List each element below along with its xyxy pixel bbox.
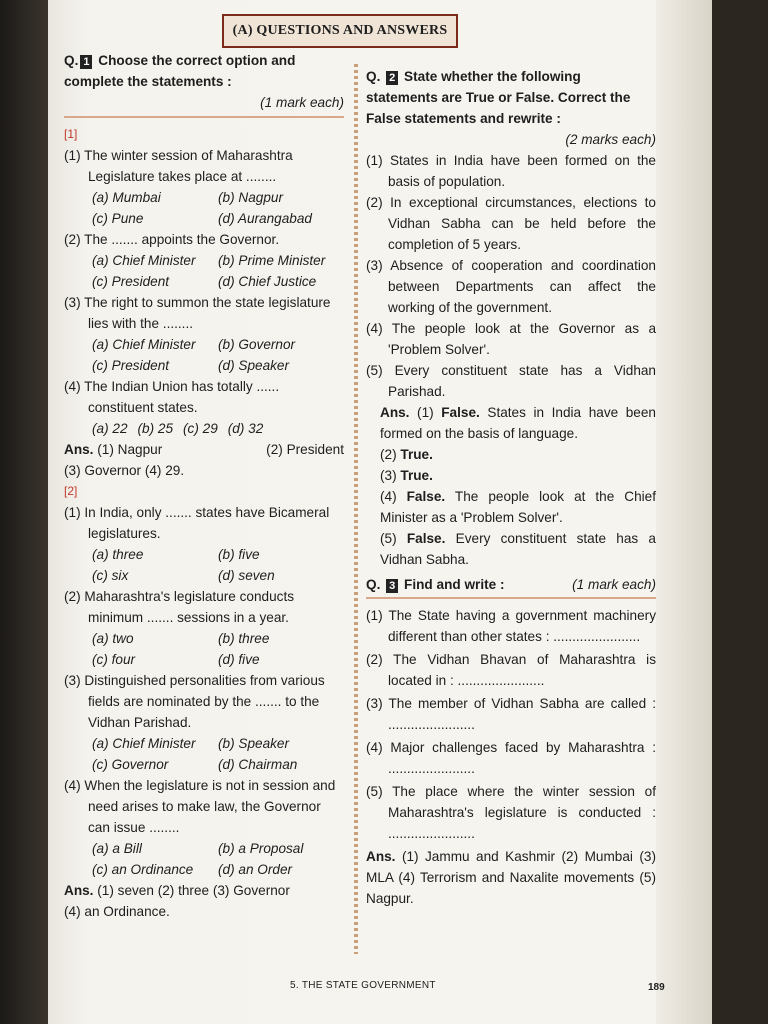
answer-text: The people look at the Chief Minister as a 'Problem Solver'. <box>380 489 657 525</box>
option: (c) President <box>92 358 170 373</box>
statement-number: (4) <box>366 321 383 336</box>
separator <box>64 116 344 118</box>
answer-verdict: False. <box>406 489 446 504</box>
answer-verdict: False. <box>441 405 480 420</box>
option: (b) three <box>218 631 270 646</box>
set1-answer-cont: (3) Governor (4) 29. <box>64 463 185 478</box>
options-list <box>64 733 344 775</box>
find-text: The State having a government machinery different than other states : ....................... <box>388 608 656 644</box>
set1-tag: [1] <box>64 127 78 141</box>
options-list <box>64 418 344 439</box>
find-item <box>366 649 656 691</box>
find-item <box>366 693 656 735</box>
question-text: Maharashtra's legislature conducts minimum ....... sessions in a year. <box>84 589 295 625</box>
answer-number: (1) <box>417 405 434 420</box>
option: (c) Governor <box>92 757 169 772</box>
question-number: (1) <box>64 505 81 520</box>
option: (a) Chief Minister <box>92 253 196 268</box>
answer-label: Ans. <box>380 405 410 420</box>
statement-text: States in India have been formed on the basis of population. <box>388 153 656 189</box>
option: (c) President <box>92 274 170 289</box>
question-text: In India, only ....... states have Bicameral legislatures. <box>84 505 330 541</box>
question-number: (3) <box>64 295 81 310</box>
option: (b) Prime Minister <box>218 253 326 268</box>
set2-answer-cont: (4) an Ordinance. <box>64 904 170 919</box>
question-item <box>64 670 344 733</box>
option: (a) Chief Minister <box>92 736 196 751</box>
options-list <box>64 187 344 229</box>
option: (b) Governor <box>218 337 296 352</box>
statement-number: (3) <box>366 258 383 273</box>
question-number: (1) <box>64 148 81 163</box>
question-item <box>64 292 344 334</box>
option: (b) a Proposal <box>218 841 304 856</box>
question-text: When the legislature is not in session and need arises to make law, the Governor can issue ........ <box>84 778 336 835</box>
option: (b) Nagpur <box>218 190 283 205</box>
set2-answer: Ans. (1) seven (2) three (3) Governor <box>64 883 290 898</box>
find-number: (5) <box>366 784 383 799</box>
answer-item <box>366 444 656 465</box>
find-text: The member of Vidhan Sabha are called : ....................... <box>388 696 656 732</box>
answer-item <box>366 486 656 528</box>
column-divider <box>354 64 358 954</box>
set2-list <box>64 502 344 880</box>
option: (d) five <box>218 652 260 667</box>
statement-text: In exceptional circumstances, elections to Vidhan Sabha can be held before the completion of 5 years. <box>388 195 656 252</box>
page-number: 189 <box>648 982 665 993</box>
statement-item <box>366 255 656 318</box>
q3-heading: Q. 3 Find and write : (1 mark each) <box>366 574 656 599</box>
option: (d) seven <box>218 568 275 583</box>
option: (a) 22 <box>92 421 128 436</box>
set2-tag: [2] <box>64 484 78 498</box>
q3-answer: Ans. (1) Jammu and Kashmir (2) Mumbai (3) MLA (4) Terrorism and Naxalite movements (5) Nagpur. <box>366 849 656 906</box>
question-text: The winter session of Maharashtra Legislature takes place at ........ <box>84 148 293 184</box>
find-text: The Vidhan Bhavan of Maharashtra is located in : ....................... <box>388 652 656 688</box>
option: (c) 29 <box>183 421 218 436</box>
q2-list <box>366 150 656 402</box>
statement-number: (5) <box>366 363 383 378</box>
option: (d) Chief Justice <box>218 274 317 289</box>
answer-verdict: True. <box>400 468 433 483</box>
statement-item <box>366 192 656 255</box>
statement-text: The people look at the Governor as a 'Problem Solver'. <box>388 321 657 357</box>
question-item <box>64 775 344 838</box>
find-item <box>366 605 656 647</box>
answer-number: (5) <box>380 531 397 546</box>
option: (d) Speaker <box>218 358 290 373</box>
answer-verdict: True. <box>400 447 433 462</box>
question-text: The Indian Union has totally ...... constituent states. <box>84 379 280 415</box>
question-number: (4) <box>64 379 81 394</box>
find-number: (1) <box>366 608 383 623</box>
question-item <box>64 502 344 544</box>
answer-verdict: False. <box>406 531 446 546</box>
find-item <box>366 781 656 844</box>
find-number: (2) <box>366 652 383 667</box>
option: (a) Mumbai <box>92 190 161 205</box>
answer-text: Every constituent state has a Vidhan Sabha. <box>380 531 656 567</box>
find-text: Major challenges faced by Maharashtra : ....................... <box>388 740 656 776</box>
answer-item <box>366 402 656 444</box>
option: (c) an Ordinance <box>92 862 194 877</box>
statement-item <box>366 150 656 192</box>
answer-number: (3) <box>380 468 397 483</box>
option: (d) an Order <box>218 862 293 877</box>
section-title: (A) QUESTIONS AND ANSWERS <box>222 14 458 48</box>
q2-heading: Q. 2 State whether the following statements are True or False. Correct the False statements and rewrite : <box>366 69 631 126</box>
question-item <box>64 376 344 418</box>
options-list <box>64 628 344 670</box>
chapter-footer: 5. THE STATE GOVERNMENT <box>290 980 436 991</box>
question-number: (3) <box>64 673 81 688</box>
question-item <box>64 586 344 628</box>
statement-item <box>366 318 656 360</box>
option: (a) a Bill <box>92 841 142 856</box>
book-spine <box>0 0 48 1024</box>
question-text: Distinguished personalities from various fields are nominated by the ....... to the Vidhan Parishad. <box>84 673 325 730</box>
right-column <box>366 66 656 909</box>
question-text: The ....... appoints the Governor. <box>84 232 280 247</box>
option: (c) Pune <box>92 211 144 226</box>
question-number: (2) <box>64 589 81 604</box>
find-number: (4) <box>366 740 383 755</box>
option: (b) Speaker <box>218 736 290 751</box>
statement-text: Absence of cooperation and coordination between Departments can affect the working of the government. <box>388 258 656 315</box>
answer-item <box>366 465 656 486</box>
option: (d) Aurangabad <box>218 211 312 226</box>
question-item <box>64 229 344 250</box>
q1-marks: (1 mark each) <box>260 95 344 110</box>
q2-marks: (2 marks each) <box>565 132 656 147</box>
option: (a) two <box>92 631 134 646</box>
question-number: (2) <box>64 232 81 247</box>
options-list <box>64 838 344 880</box>
find-number: (3) <box>366 696 383 711</box>
answer-number: (2) <box>380 447 397 462</box>
q3-list <box>366 605 656 844</box>
answer-item <box>366 528 656 570</box>
option: (a) three <box>92 547 144 562</box>
q1-heading: Q. 1 Choose the correct option and complete the statements : <box>64 53 296 89</box>
option: (d) Chairman <box>218 757 298 772</box>
option: (b) five <box>218 547 260 562</box>
q1-number: 1 <box>80 55 92 69</box>
find-item <box>366 737 656 779</box>
question-text: The right to summon the state legislature lies with the ........ <box>84 295 331 331</box>
question-item <box>64 145 344 187</box>
statement-number: (1) <box>366 153 383 168</box>
option: (d) 32 <box>227 421 264 436</box>
q2-answers <box>366 402 656 570</box>
left-column <box>64 50 344 922</box>
statement-text: Every constituent state has a Vidhan Parishad. <box>388 363 656 399</box>
options-list <box>64 250 344 292</box>
answer-text: States in India have been formed on the basis of language. <box>380 405 656 441</box>
question-number: (4) <box>64 778 81 793</box>
option: (a) Chief Minister <box>92 337 196 352</box>
set1-answer: Ans. (1) Nagpur (2) President <box>64 442 344 457</box>
statement-item <box>366 360 656 402</box>
options-list <box>64 334 344 376</box>
options-list <box>64 544 344 586</box>
option: (b) 25 <box>137 421 174 436</box>
q3-number: 3 <box>386 579 398 593</box>
option: (c) six <box>92 568 129 583</box>
option: (c) four <box>92 652 136 667</box>
find-text: The place where the winter session of Maharashtra's legislature is conducted : ....................... <box>388 784 656 841</box>
set1-list <box>64 145 344 439</box>
answer-number: (4) <box>380 489 397 504</box>
page-edge <box>656 0 712 1024</box>
statement-number: (2) <box>366 195 383 210</box>
q2-number: 2 <box>386 71 398 85</box>
